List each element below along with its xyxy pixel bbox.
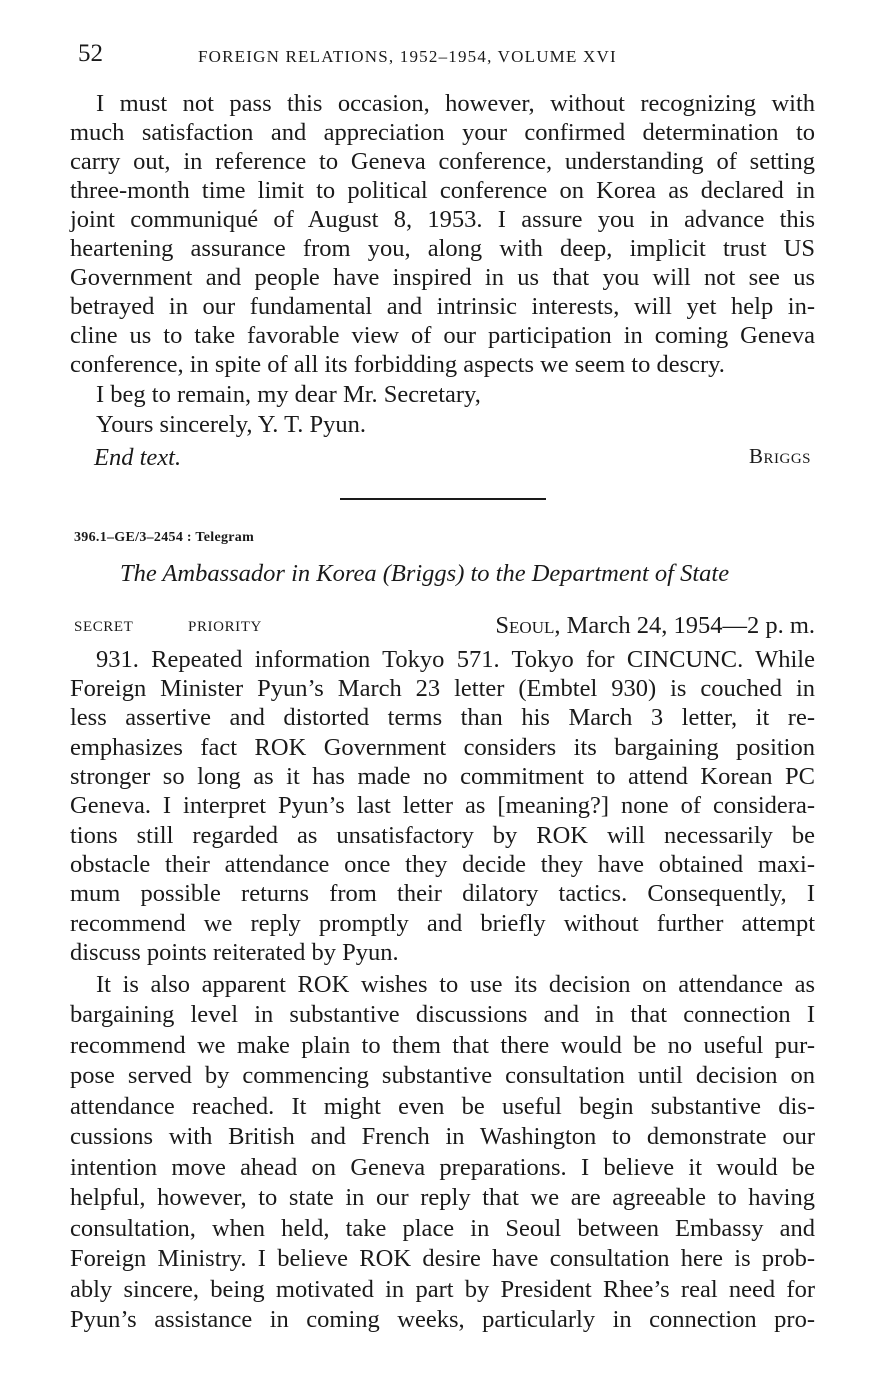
- body-line: pose served by commencing substantive consultation until decision on: [70, 1062, 815, 1089]
- body-line: Foreign Minister Pyun’s March 23 letter (Embtel 930) is couched in: [70, 675, 815, 702]
- body-line: discuss points reiterated by Pyun.: [70, 939, 399, 966]
- end-text-marker: End text.: [94, 444, 182, 471]
- classification-label: SECRET: [74, 619, 134, 635]
- page-header: [70, 40, 815, 70]
- body-line: less assertive and distorted terms than his March 3 letter, it re-: [70, 704, 815, 731]
- document-title: The Ambassador in Korea (Briggs) to the Department of State: [120, 560, 730, 587]
- body-line: It is also apparent ROK wishes to use its decision on attendance as: [96, 971, 815, 998]
- body-line: stronger so long as it has made no commitment to attend Korean PC: [70, 763, 815, 790]
- body-line: Foreign Ministry. I believe ROK desire have consultation here is prob-: [70, 1245, 815, 1272]
- body-line: ably sincere, being motivated in part by President Rhee’s real need for: [70, 1276, 815, 1303]
- body-line: cussions with British and French in Washington to demonstrate our: [70, 1123, 815, 1150]
- letter-line: three-month time limit to political conference on Korea as declared in: [70, 177, 815, 204]
- body-line: mum possible returns from their dilatory tactics. Consequently, I: [70, 880, 815, 907]
- body-line: helpful, however, to state in our reply that we are agreeable to having: [70, 1184, 815, 1211]
- letter-line: joint communiqué of August 8, 1953. I assure you in advance this: [70, 206, 815, 233]
- body-line: obstacle their attendance once they decide they have obtained maxi-: [70, 851, 815, 878]
- letter-line: I must not pass this occasion, however, without recognizing with: [96, 90, 815, 117]
- letter-line: much satisfaction and appreciation your confirmed determination to: [70, 119, 815, 146]
- body-line: consultation, when held, take place in Seoul between Embassy and: [70, 1215, 815, 1242]
- body-line: 931. Repeated information Tokyo 571. Tokyo for CINCUNC. While: [96, 646, 815, 673]
- dateline-date: March 24, 1954—2 p. m.: [566, 612, 815, 639]
- letter-line: heartening assurance from you, along with deep, implicit trust US: [70, 235, 815, 262]
- letter-line: betrayed in our fundamental and intrinsic interests, will yet help in-: [70, 293, 815, 320]
- section-divider: [340, 498, 546, 500]
- body-line: emphasizes fact ROK Government considers its bargaining position: [70, 734, 815, 761]
- page-number: 52: [78, 40, 103, 67]
- body-line: recommend we reply promptly and briefly without further attempt: [70, 910, 815, 937]
- letter-signature: Yours sincerely, Y. T. Pyun.: [96, 411, 366, 438]
- letter-line: carry out, in reference to Geneva conference, understanding of setting: [70, 148, 815, 175]
- letter-closing: I beg to remain, my dear Mr. Secretary,: [96, 381, 481, 408]
- priority-label: PRIORITY: [188, 619, 262, 635]
- letter-line: cline us to take favorable view of our participation in coming Geneva: [70, 322, 815, 349]
- body-line: bargaining level in substantive discussions and in that connection I: [70, 1001, 815, 1028]
- document-file-number: 396.1–GE/3–2454 : Telegram: [74, 530, 255, 545]
- letter-line: Government and people have inspired in us that you will not see us: [70, 264, 815, 291]
- body-line: attendance reached. It might even be useful begin substantive dis-: [70, 1093, 815, 1120]
- body-line: recommend we make plain to them that there would be no useful pur-: [70, 1032, 815, 1059]
- body-line: intention move ahead on Geneva preparations. I believe it would be: [70, 1154, 815, 1181]
- letter-line: conference, in spite of all its forbidding aspects we seem to descry.: [70, 351, 725, 378]
- body-line: Geneva. I interpret Pyun’s last letter as [meaning?] none of considera-: [70, 792, 815, 819]
- body-line: tions still regarded as unsatisfactory by ROK will necessarily be: [70, 822, 815, 849]
- running-head: FOREIGN RELATIONS, 1952–1954, VOLUME XVI: [198, 47, 617, 66]
- dateline-place: Seoul,: [495, 612, 561, 639]
- dateline: [495, 612, 815, 640]
- signer-name: Briggs: [748, 444, 811, 468]
- body-line: Pyun’s assistance in coming weeks, particularly in connection pro-: [70, 1306, 815, 1333]
